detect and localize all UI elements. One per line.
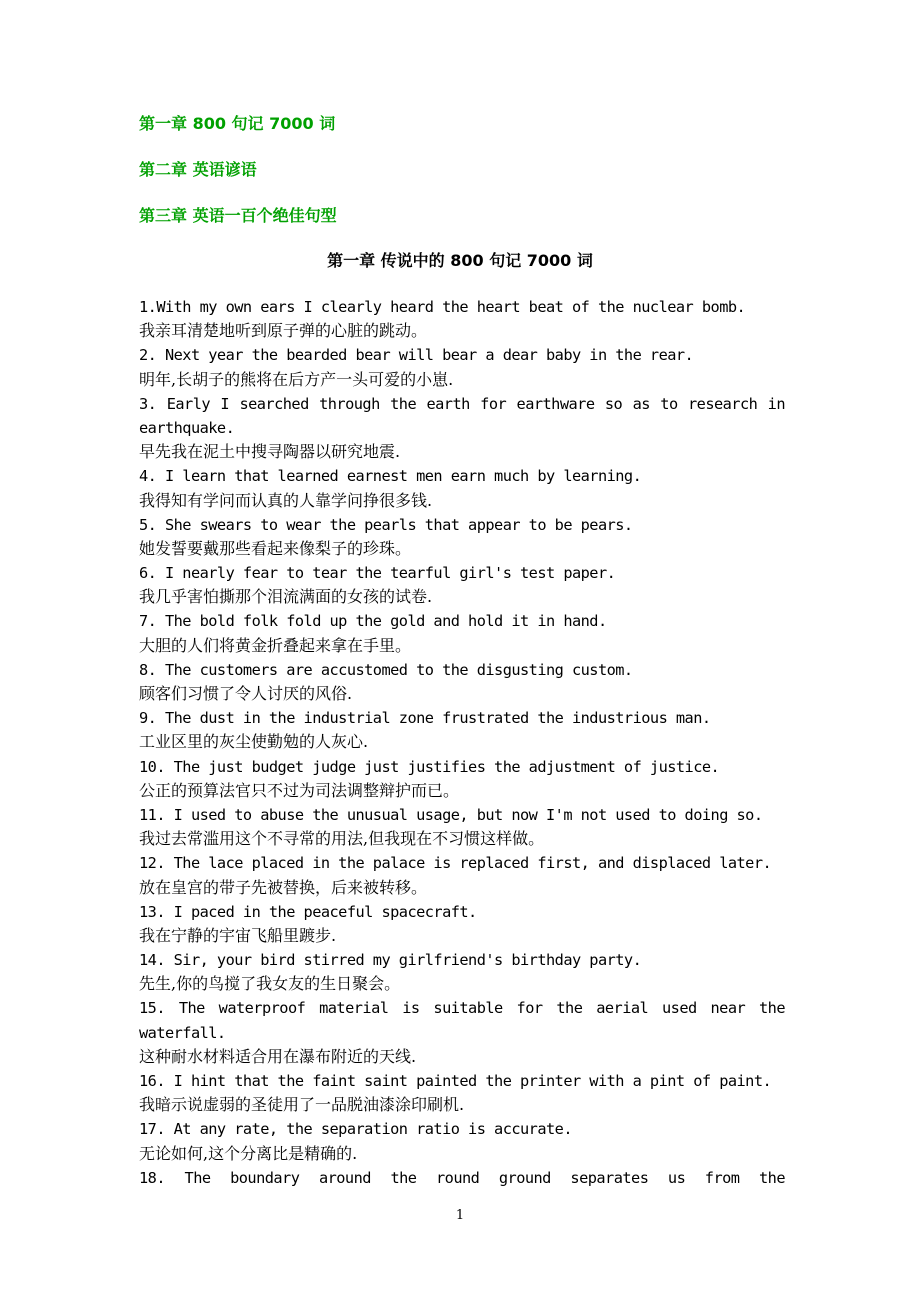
english-sentence-line: 7. The bold folk fold up the gold and hold it in hand. xyxy=(139,612,607,631)
english-sentence-line: 16. I hint that the faint saint painted the printer with a pint of paint. xyxy=(139,1072,772,1090)
chinese-translation-line: 工业区里的灰尘使勤勉的人灰心. xyxy=(139,732,369,752)
chinese-translation-line: 我得知有学问而认真的人靠学问挣很多钱. xyxy=(139,490,433,510)
english-sentence-line: waterfall. xyxy=(139,1023,226,1042)
english-sentence-line: 5. She swears to wear the pearls that appear to be pears. xyxy=(139,515,633,534)
chinese-translation-line: 我在宁静的宇宙飞船里踱步. xyxy=(139,925,337,945)
page-number: 1 xyxy=(455,1208,465,1223)
english-sentence-line: 12. The lace placed in the palace is replaced first, and displaced later. xyxy=(139,854,772,873)
chinese-translation-line: 先生,你的鸟搅了我女友的生日聚会。 xyxy=(139,974,401,994)
table-of-contents xyxy=(139,112,789,250)
english-sentence-line: 1.With my own ears I clearly heard the heart beat of the nuclear bomb. xyxy=(139,298,746,316)
chapter-heading: 第一章 传说中的 800 句记 7000 词 xyxy=(327,251,593,270)
english-sentence-line: 3. Early I searched through the earth for earthware so as to research in xyxy=(139,394,785,413)
english-sentence-line: 6. I nearly fear to tear the tearful girl's test paper. xyxy=(139,564,616,583)
chinese-translation-line: 我几乎害怕撕那个泪流满面的女孩的试卷. xyxy=(139,587,433,607)
chinese-translation-line: 放在皇宫的带子先被替换，后来被转移。 xyxy=(139,877,428,897)
english-sentence-line: 9. The dust in the industrial zone frustrated the industrious man. xyxy=(139,709,711,728)
english-sentence-line: 8. The customers are accustomed to the disgusting custom. xyxy=(139,660,633,679)
chinese-translation-line: 无论如何,这个分离比是精确的. xyxy=(139,1143,358,1163)
english-sentence-line: earthquake. xyxy=(139,418,235,437)
english-sentence-line: 13. I paced in the peaceful spacecraft. xyxy=(139,902,477,921)
chinese-translation-line: 顾客们习惯了令人讨厌的风俗. xyxy=(139,684,353,703)
toc-item-chapter-3[interactable]: 第三章 英语一百个绝佳句型 xyxy=(139,206,337,225)
chinese-translation-line: 这种耐水材料适合用在瀑布附近的天线. xyxy=(139,1046,417,1066)
chinese-translation-line: 我过去常滥用这个不寻常的用法,但我现在不习惯这样做。 xyxy=(139,829,545,849)
english-sentence-line: 17. At any rate, the separation ratio is accurate. xyxy=(139,1120,572,1139)
english-sentence-line: 11. I used to abuse the unusual usage, but now I'm not used to doing so. xyxy=(139,805,763,824)
chinese-translation-line: 她发誓要戴那些看起来像梨子的珍珠。 xyxy=(139,538,412,558)
chinese-translation-line: 公正的预算法官只不过为司法调整辩护而已。 xyxy=(139,780,460,800)
english-sentence-line: 10. The just budget judge just justifies the adjustment of justice. xyxy=(139,757,720,776)
toc-item-chapter-2[interactable]: 第二章 英语谚语 xyxy=(139,160,257,179)
chinese-translation-line: 我亲耳清楚地听到原子弹的心脏的跳动。 xyxy=(139,321,428,341)
chinese-translation-line: 明年,长胡子的熊将在后方产一头可爱的小崽. xyxy=(139,369,454,389)
sentence-list xyxy=(139,295,785,1190)
chinese-translation-line: 大胆的人们将黄金折叠起来拿在手里。 xyxy=(139,635,412,655)
english-sentence-line: 14. Sir, your bird stirred my girlfriend's birthday party. xyxy=(139,951,642,970)
english-sentence-line: 15. The waterproof material is suitable for the aerial used near the xyxy=(139,999,785,1018)
toc-item-chapter-1[interactable]: 第一章 800 句记 7000 词 xyxy=(139,114,336,133)
chinese-translation-line: 我暗示说虚弱的圣徒用了一品脱油漆涂印刷机. xyxy=(139,1095,465,1115)
chinese-translation-line: 早先我在泥土中搜寻陶器以研究地震. xyxy=(139,442,401,462)
english-sentence-line: 18. The boundary around the round ground separates us from the xyxy=(139,1168,785,1187)
english-sentence-line: 2. Next year the bearded bear will bear a dear baby in the rear. xyxy=(139,346,694,365)
english-sentence-line: 4. I learn that learned earnest men earn much by learning. xyxy=(139,467,642,486)
